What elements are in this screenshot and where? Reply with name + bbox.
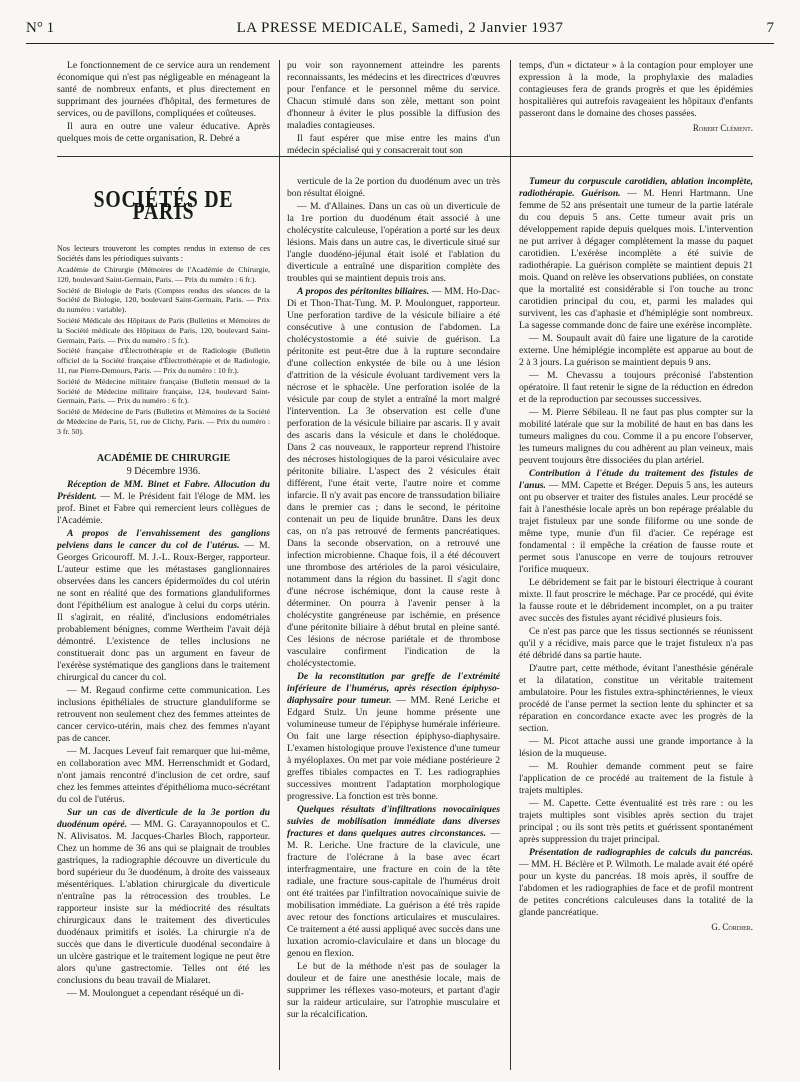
communication-body: — M. le Président fait l'éloge de MM. les prof. Binet et Fabre qui remercient leurs collègues de l'Académie. [57,490,270,526]
report-paragraph [57,988,270,1000]
communication-body: — M. Picot attache aussi une grande importance à la lésion de la muqueuse. [519,736,753,759]
communication-title: A propos des péritonites biliaires. [297,286,430,297]
communication-body: — M. Henri Hartmann. Une femme de 52 ans présentait une tumeur de la partie latérale du cou depuis 5 ans. Cette tumeur avait pris un développement rapide depuis quelques mois. L'intervention ne put arriver à dégager complètement la masse du paquet carotidien. L'exérèse incomplète a été suivie de radiothérapie. La guérison complète se maintient depuis 21 mois. Quand on relève les observations publiées, on constate que la mortalité est considérable si l'on touche au tronc carotidien principal du cou, et, parmi les malades qui survivent, les cas d'aphasie et d'hémiplégie sont nombreux. La sagesse commande donc de faire une exérèse incomplète. [519,188,753,331]
column-rule-1 [279,60,280,1070]
communication-body: — MM. René Leriche et Edgard Stulz. Un jeune homme présente une volumineuse tumeur de l'épiphyse humérale inférieure. On fait une large résection épiphyso-diaphysaire. L'examen histologique prouve l'existence d'une tumeur à myéloplaxes. On met par voie médiane postérieure 2 greffes tibiales compactes en T. Les radiographies successives montrent l'adaptation morphologique progressive. La fonction est très bonne. [287,695,500,802]
communication-body: — MM. Ho-Dac-Di et Thon-That-Tung. M. P. Moulonguet, rapporteur. Une perforation tardive de la vésicule biliaire a été consécutive à une contusion de l'abdomen. La cholécystostomie a été suivie de guérison. La péritonite est peut-être due à la rupture secondaire d'une collection enkystée de bile ou à une lésion d'attrition de la vésicule évoluant tardivement vers la nécrose et le sphacèle. Une perforation isolée de la vésicule par coup de stylet a entraîné la mort malgré l'intervention. La 3e observation est celle d'une perforation de la vésicule biliaire par ascaris. Il y avait des ascaris dans la vésicule et dans le cholédoque. Dans 2 cas nouveaux, le rapporteur reprend l'histoire des nécroses histologiques de la paroi vésiculaire avec péritonite biliaire. L'aspect des 2 vésicules était différent, l'une était verte, l'autre noire et comme infarcie. Il n'y avait pas encore de transsudation biliaire dans le premier cas ; dans le second, le péritoine contenait un peu de liquide brunâtre. Dans les deux cas, on n'a pas retrouvé de ferments pancréatiques. Dans la seconde observation, on a retrouvé une infection microbienne. Chaque fois, il a été découvert une thrombose des artérioles de la paroi vésiculaire, notamment dans la région du bassinet. Il s'agit donc d'une nécrose ischémique, dont la cause reste à déterminer. On pourra à l'avenir penser à la cholécystite gangréneuse par ischémie, en présence d'une péritonite biliaire à début brutal en pleine santé. Ces lésions de nécrose pariétale et de thrombose vasculaire confirment l'indication de la cholécystectomie. [287,286,500,669]
report-paragraph [519,736,753,760]
communication-body: D'autre part, cette méthode, évitant l'anesthésie générale et la dilatation, constitue un véritable traitement ambulatoire. Pour les fistules extra-sphinctériennes, le vieux procédé de l'anse permet la section lente du sphincter et sa réparation en concordance exacte avec les progrès de la section. [519,663,753,734]
report-paragraphs [519,176,753,919]
report-paragraph [519,333,753,369]
report-paragraph [519,407,753,467]
report-paragraph [57,685,270,745]
author-signature: G. Cordier. [711,922,753,932]
communication-title: Contribution à l'étude du traitement des fistules de l'anus. [519,468,753,491]
section-title: SOCIÉTÉS DE PARIS [93,187,234,225]
periodicals-intro: Nos lecteurs trouveront les comptes rendus in extenso de ces Sociétés dans les périodiques suivants : [57,244,270,263]
communication-body: Le but de la méthode n'est pas de soulager la douleur et de faire une anesthésie locale, mais de supprimer les réflexes vaso-moteurs, et partant d'agir sur la raideur articulaire, sur l'atrophie musculaire et sur la récalcification. [287,961,500,1020]
communication-body: — MM. H. Béclère et P. Wilmoth. Le malade avait été opéré pour un kyste du pancréas. 18 mois après, il souffre de l'abdomen et les radiographies de face et de profil montrent de petites concrétions calculeuses dans la totalité de la glande pancréatique. [519,859,753,918]
report-paragraph [57,746,270,806]
periodical-entry: Société Médicale des Hôpitaux de Paris (Bulletins et Mémoires de la Société médicale des Hôpitaux de Paris, 120, boulevard Saint-Germain, Paris. — Prix du numéro : 5 fr.). [57,315,270,345]
communication-body: — M. Capette. Cette éventualité est très rare : ou les trajets multiples sont visibles après section du trajet principal ; ou ils sont très petits et guérissent spontanément après suppression du trajet principal. [519,798,753,845]
communication-body: Le débridement se fait par le bistouri électrique à courant mixte. Il faut proscrire le méchage. Par ce procédé, qui évite la fausse route et le débridement incomplet, on a pu traiter avec succès des fistules ayant récidivé plusieurs fois. [519,577,753,624]
report-paragraphs [287,176,500,1021]
communication-body: — M. Soupault avait dû faire une ligature de la carotide externe. Une hémiplégie incomplète est apparue au bout de 2 à 3 jours. La guérison se maintient depuis 9 ans. [519,333,753,368]
report-paragraph [519,663,753,735]
column-1 [57,176,270,1001]
report-paragraph [57,807,270,987]
communication-body: verticule de la 2e portion du duodénum avec un très bon résultat éloigné. [287,176,500,199]
communication-body: — MM. G. Carayannopoulos et C. N. Alivisatos. M. Jacques-Charles Bloch, rapporteur. Chez un homme de 36 ans qui se plaignait de troubles gastriques, la radiographie découvre un diverticule du bord supérieur du 3e duodénum, à droite des vaisseaux mésentériques. L'ablation chirurgicale du diverticule n'entraîne pas la rétrocession des troubles. Le rapporteur insiste sur la médiocrité des résultats chirurgicaux dans le traitement des diverticules duodénaux primitifs et isolés. La chirurgie n'a de succès que dans le diverticule duodénal secondaire à un ulcère gastrique et le traitement logique ne peut être alors qu'une gastrectomie. Telles ont été les conclusions du beau travail de Mialaret. [57,818,270,986]
session-date: 9 Décembre 1936. [126,465,201,477]
communication-body: Ce n'est pas parce que les tissus sectionnés se réunissent qu'il y a récidive, mais parce que le trajet fistuleux n'a pas été débridé dans sa partie haute. [519,626,753,661]
report-paragraph [519,370,753,406]
paragraph: pu voir son rayonnement atteindre les parents reconnaissants, les médecins et les directrices d'œuvres pour l'enfance et le personnel même du service. Chacun stimulé dans son zèle, mettant son point d'honneur à éviter le plus possible la diffusion des maladies contagieuses. [287,60,500,131]
communication-title: Quelques résultats d'infiltrations novocaïniques suivies de mobilisation immédiate dans diverses fractures et dans quelques autres circonstances. [287,804,500,839]
paragraph: Le fonctionnement de ce service aura un rendement économique qui n'est pas négligeable en ménageant la santé de nombreux enfants, et plus directement en supprimant des journées d'hôpital, des fermetures de services, ou de pavillons, compliquées et coûteuses. [57,60,270,119]
report-paragraphs [57,479,270,1000]
page-number: 7 [766,20,774,36]
communication-body: — M. Rouhier demande comment peut se faire l'application de ce procédé au traitement de la fistule à trajets multiples. [519,761,753,796]
report-paragraph [519,847,753,919]
report-paragraph [287,671,500,803]
author-signature: Robert Clément. [692,123,753,133]
communication-body: — M. d'Allaines. Dans un cas où un diverticule de la 1re portion du duodénum était associé à une cholécystite calculeuse, l'opération a porté sur les deux lésions. Mais dans un autre cas, le diverticule situé sur l'angle duodéno-jéjunal était isolé et l'ablation du diverticule a entraîné une disparition complète des troubles qui se maintient depuis trois ans. [287,201,500,284]
periodical-entry: Société de Médecine de Paris (Bulletins et Mémoires de la Société de Médecine de Paris, 51, rue de Clichy, Paris. — Prix du numéro : 3 fr. 50). [57,407,270,436]
communication-body: — M. Chevassu a toujours préconisé l'abstention opératoire. Il faut retenir le signe de la réduction en édredon et de la reproduction par secousses successives. [519,370,753,405]
report-paragraph [287,961,500,1021]
periodical-entry: Académie de Chirurgie (Mémoires de l'Académie de Chirurgie, 120, boulevard Saint-Germain, Paris. — Prix du numéro : 6 fr.). [57,265,270,284]
communication-body: — MM. Capette et Bréger. Depuis 5 ans, les auteurs ont pu observer et traiter des fistules anales. Leur procédé se fait à l'anesthésie locale après un bon repérage préalable du trajet fistuleux par une sonde filiforme ou une sonde de même type, munie d'un fil d'acier. Ce repérage est fondamental : il empêche la création de fausse route et permet sous l'anuscope en verre de toujours retrouver l'orifice muqueux. [519,480,753,575]
top-article-column-2 [287,60,500,158]
top-article-column-1 [57,60,270,146]
periodicals-list [57,265,270,437]
communication-body: — M. Georges Gricouroff. M. J.-L. Roux-Berger, rapporteur. L'auteur estime que les métastases ganglionnaires observées dans les cancers épidermoïdes du col utérin ne sont en réalité que des formations glanduliformes dont l'épithélium est analogue à celui du corps utérin. Il s'agirait, en réalité, d'inclusions endométriales probablement bénignes, comme Wertheim l'avait déjà démontré. L'existence de telles inclusions ne constituerait donc pas un argument en faveur de l'exérèse systématique des ganglions dans le traitement chirurgical du cancer du col. [57,539,271,683]
report-paragraph [287,286,500,670]
communication-title: Sur un cas de diverticule de la 3e portion du duodénum opéré. [57,806,270,830]
paragraph: Il faut espérer que mise entre les mains d'un médecin spécialisé qui y consacrerait tout son [287,133,500,156]
top-article-column-3 [519,60,753,134]
periodical-entry: Société de Médecine militaire française (Bulletin mensuel de la Société de Médecine militaire française, 124, boulevard Saint-Germain, Paris. — Prix du numéro : 6 fr.). [57,376,270,406]
report-paragraph [287,804,500,960]
column-2 [287,176,500,1022]
communication-body: — M. Jacques Leveuf fait remarquer que lui-même, en collaboration avec MM. Herrenschmidt et Godard, n'ont jamais rencontré d'inclusion de cet ordre, sauf chez les femmes atteintes d'épithélioma muco-sécrétant du col de l'utérus. [57,745,270,805]
communication-body: — M. Moulonguet a cependant réséqué un di- [67,987,244,999]
report-paragraph [287,201,500,285]
column-rule-2 [510,60,511,1070]
communication-title: Tumeur du corpuscule carotidien, ablation incomplète, radiothérapie. Guérison. [519,176,753,199]
report-paragraph [57,528,270,684]
communication-body: — M. Regaud confirme cette communication. Les inclusions épithéliales de structure glanduliforme se retrouvent non seulement chez des femmes atteintes de cancer cervico-utérin, mais chez des femmes n'ayant pas de cancer. [57,684,270,744]
communication-title: A propos de l'envahissement des ganglions pelviens dans le cancer du col de l'utérus. [57,527,270,551]
report-paragraph [519,626,753,662]
report-paragraph [519,798,753,846]
issue-number: N° 1 [26,20,55,36]
communication-body: — M. Pierre Sébileau. Il ne faut pas plus compter sur la mobilité latérale que sur la mobilité de haut en bas dans les tumeurs malignes du cou. Comme il a pu encore l'observer, les tumeurs malignes du cou adhèrent au plan veineux, mais peuvent toujours être dissociées du plan artériel. [519,407,753,466]
report-paragraph [519,761,753,797]
communication-title: Réception de MM. Binet et Fabre. Allocution du Président. [57,478,270,502]
report-paragraph [519,577,753,625]
academy-heading: ACADÉMIE DE CHIRURGIE [96,452,231,464]
report-paragraph [519,176,753,332]
report-paragraph [57,479,270,527]
report-paragraph [519,468,753,576]
paragraph: Il aura en outre une valeur éducative. Après quelques mois de cette organisation, R. Debré a [57,121,270,144]
paragraph: temps, d'un « dictateur » à la contagion pour employer une expression à la mode, la prophylaxie des maladies contagieuses fera de grands progrès et que les épidémies hospitalières qui autrefois ravageaient les hôpitaux d'enfants passeront dans le domaine des choses passées. [519,60,753,119]
page-header [26,14,774,44]
communication-body: — M. R. Leriche. Une fracture de la clavicule, une fracture de l'olécrane à la base avec écart interfragmentaire, une fracture en coin de la tête radiale, une fracture sous-capitale de l'humérus droit ont été traitées par l'infiltration novocaïnique suivie de mobilisation immédiate. La guérison a été très rapide avec retour des fonctions articulaires et musculaires. Ce traitement a été aussi appliqué avec succès dans une luxation acromio-claviculaire et dans un blocage du genou en flexion. [287,828,500,959]
communication-title: De la reconstitution par greffe de l'extrémité inférieure de l'humérus, après résection épiphyso-diaphysaire pour tumeur. [287,671,500,706]
periodical-entry: Société française d'Électrothérapie et de Radiologie (Bulletin officiel de la Société française d'Électrothérapie et de Radiologie, 11, rue Pierre-Demours, Paris. — Prix du numéro : 10 fr.). [57,346,270,375]
communication-title: Présentation de radiographies de calculs du pancréas. [529,847,753,858]
journal-title: LA PRESSE MEDICALE, Samedi, 2 Janvier 1937 [236,20,564,36]
column-3 [519,176,753,933]
report-paragraph [287,176,500,200]
periodical-entry: Société de Biologie de Paris (Comptes rendus des séances de la Société de Biologie, 120, boulevard Saint-Germain, Paris. — Prix du numéro : variable). [57,285,270,315]
